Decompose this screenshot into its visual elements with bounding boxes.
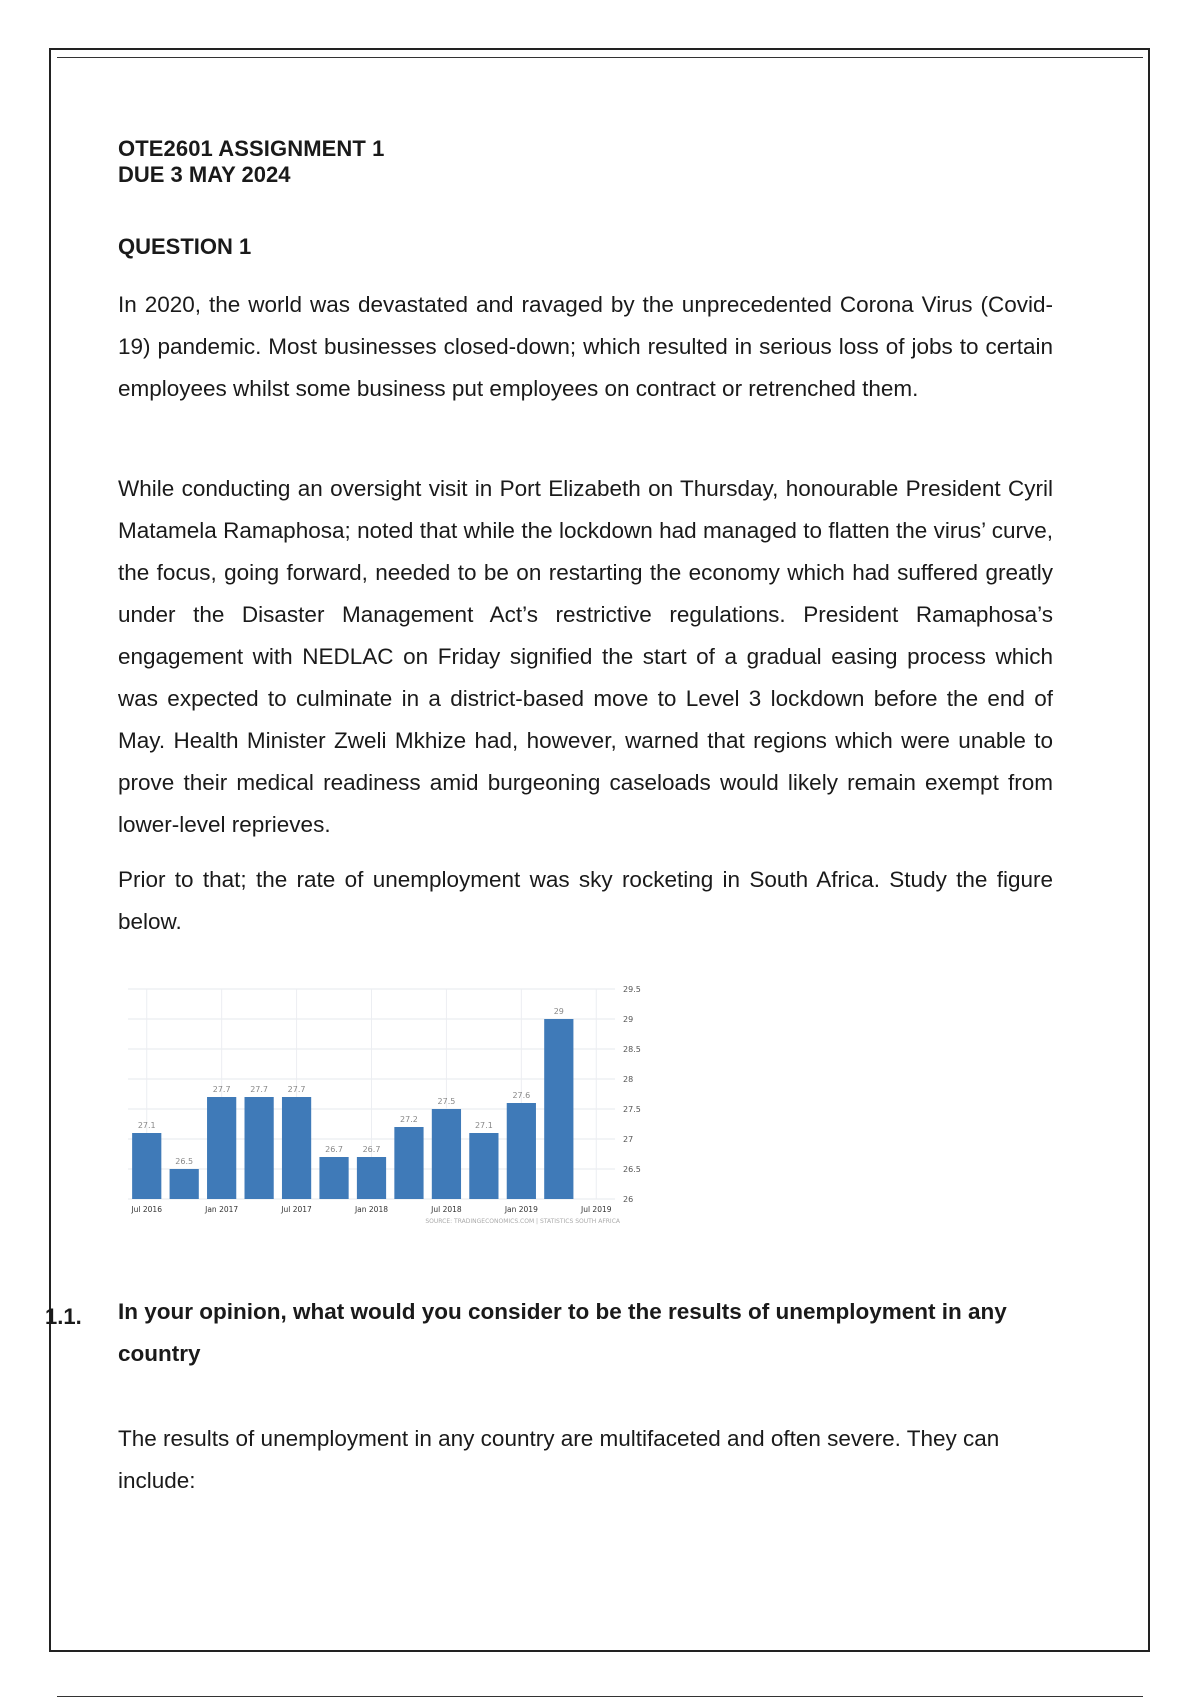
sub-question-number: 1.1. xyxy=(45,1304,82,1329)
bar-apr-2019 xyxy=(544,1019,573,1199)
bar-value-label: 26.7 xyxy=(362,1145,381,1154)
bar-value-label: 27.5 xyxy=(437,1097,456,1106)
paragraph-context: While conducting an oversight visit in Port Elizabeth on Thursday, honourable President Cyril Matamela Ramaphosa; noted that while the lockdown had managed to flatten the virus’ curve, the focus, going forward, needed to be on restarting the economy which had suffered greatly under the Disaster Management Act’s restrictive regulations. President Ramaphosa’s engagement with NEDLAC on Friday signified the start of a gradual easing process which was expected to culminate in a district-based move to Level 3 lockdown before the end of May. Health Minister Zweli Mkhize had, however, warned that regions which were unable to prove their medical readiness amid burgeoning caseloads would likely remain exempt from lower-level reprieves. xyxy=(118,476,1053,837)
due-date: DUE 3 MAY 2024 xyxy=(118,162,291,187)
y-tick-label: 28.5 xyxy=(623,1045,641,1054)
bar-value-label: 27.2 xyxy=(400,1115,418,1124)
bar-value-label: 29 xyxy=(553,1007,564,1016)
bar-value-label: 27.7 xyxy=(212,1085,231,1094)
y-tick-label: 26 xyxy=(623,1195,634,1204)
bar-value-label: 26.7 xyxy=(325,1145,343,1154)
bar-jan-2019 xyxy=(507,1103,536,1199)
bar-value-label: 27.7 xyxy=(287,1085,306,1094)
paragraph-figure-prompt: Prior to that; the rate of unemployment was sky rocketing in South Africa. Study the figure below. xyxy=(118,867,1053,934)
chart-source: SOURCE: TRADINGECONOMICS.COM | STATISTICS SOUTH AFRICA xyxy=(425,1218,620,1225)
bar-oct-2017 xyxy=(319,1157,348,1199)
paragraph-intro: In 2020, the world was devastated and ravaged by the unprecedented Corona Virus (Covid-19) pandemic. Most businesses closed-down; which resulted in serious loss of jobs to certain employees whilst some business put employees on contract or retrenched them. xyxy=(118,292,1053,401)
bar-value-label: 26.5 xyxy=(175,1157,194,1166)
document-content xyxy=(118,136,1053,934)
y-tick-label: 27.5 xyxy=(623,1105,641,1114)
bar-oct-2018 xyxy=(469,1133,498,1199)
bar-value-label: 27.6 xyxy=(512,1091,531,1100)
bar-oct-2016 xyxy=(170,1169,199,1199)
bar-value-label: 27.7 xyxy=(250,1085,269,1094)
question-title: QUESTION 1 xyxy=(118,234,252,259)
y-tick-label: 29.5 xyxy=(623,985,641,994)
x-tick-label: Jan 2019 xyxy=(504,1205,538,1214)
bar-jul-2016 xyxy=(132,1133,161,1199)
y-tick-label: 26.5 xyxy=(623,1165,641,1174)
bar-apr-2017 xyxy=(245,1097,274,1199)
x-tick-label: Jul 2019 xyxy=(581,1205,612,1214)
x-tick-label: Jan 2017 xyxy=(205,1205,239,1214)
bar-jan-2017 xyxy=(207,1097,236,1199)
y-tick-label: 29 xyxy=(623,1015,634,1024)
chart-background xyxy=(118,975,658,1235)
bar-value-label: 27.1 xyxy=(474,1121,493,1130)
bar-jan-2018 xyxy=(357,1157,386,1199)
x-tick-label: Jul 2017 xyxy=(281,1205,312,1214)
y-tick-label: 28 xyxy=(623,1075,634,1084)
sub-question-text: In your opinion, what would you consider to be the results of unemployment in any country xyxy=(118,1299,1007,1366)
answer-text: The results of unemployment in any country are multifaceted and often severe. They can include: xyxy=(118,1426,1000,1493)
bottom-rule xyxy=(57,1696,1143,1697)
unemployment-bar-chart xyxy=(118,975,658,1235)
bar-apr-2018 xyxy=(394,1127,423,1199)
top-rule xyxy=(57,57,1143,58)
bar-jul-2017 xyxy=(282,1097,311,1199)
bar-value-label: 27.1 xyxy=(137,1121,156,1130)
x-tick-label: Jul 2018 xyxy=(431,1205,462,1214)
bar-jul-2018 xyxy=(432,1109,461,1199)
assignment-title: OTE2601 ASSIGNMENT 1 xyxy=(118,136,385,161)
x-tick-label: Jan 2018 xyxy=(354,1205,389,1214)
x-tick-label: Jul 2016 xyxy=(131,1205,162,1214)
y-tick-label: 27 xyxy=(623,1135,634,1144)
